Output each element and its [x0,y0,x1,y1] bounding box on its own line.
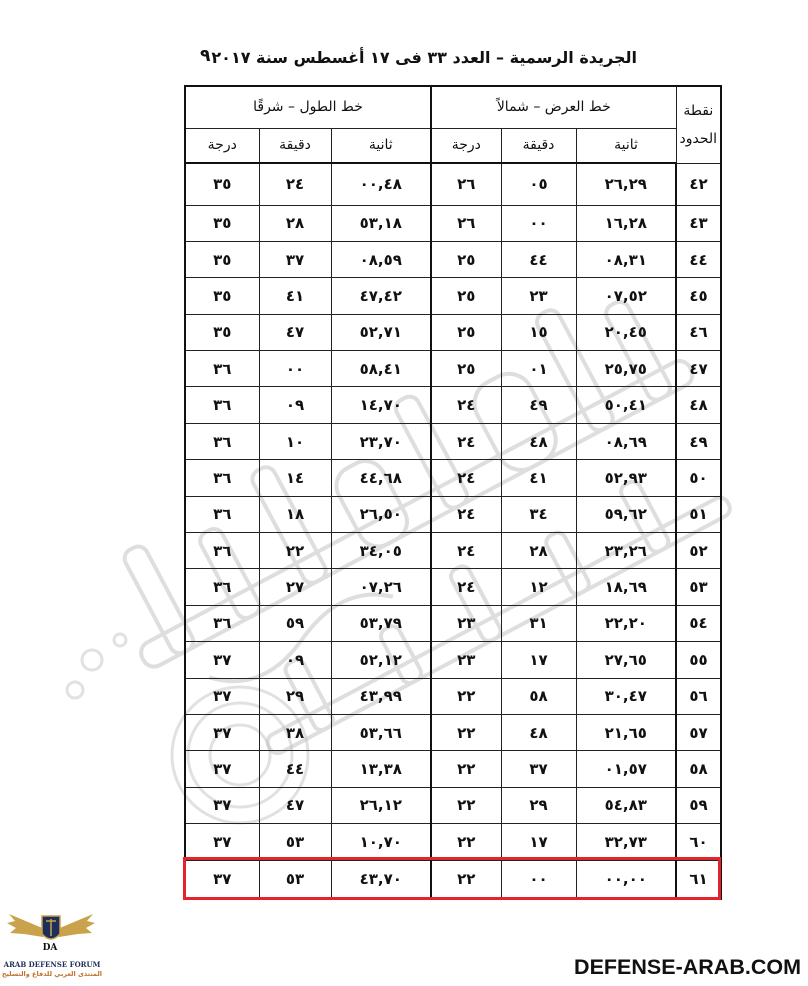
point-number-cell: ٥٢ [676,533,721,569]
longitude-seconds-cell: ٢٣,٧٠ [331,423,431,459]
table-row [185,569,721,605]
longitude-seconds-cell: ٠٠,٤٨ [331,163,431,205]
point-number-cell: ٦٠ [676,824,721,860]
table-row [185,787,721,823]
longitude-degrees-header: درجة [185,128,259,163]
table-body [185,163,721,899]
latitude-degrees-cell: ٢٣ [431,605,501,641]
latitude-minutes-cell: ٥٨ [501,678,576,714]
longitude-header: خط الطول – شرقًا [185,86,431,128]
longitude-minutes-cell: ٣٨ [259,714,331,750]
latitude-degrees-cell: ٢٤ [431,496,501,532]
page-number: ٩ [200,46,211,66]
logo-name: ARAB DEFENSE FORUM [3,960,101,969]
longitude-seconds-cell: ٤٣,٩٩ [331,678,431,714]
longitude-degrees-cell: ٣٧ [185,642,259,678]
longitude-degrees-cell: ٣٥ [185,241,259,277]
latitude-degrees-cell: ٢٤ [431,460,501,496]
latitude-seconds-cell: ٢٢,٢٠ [576,605,676,641]
point-number-cell: ٥٤ [676,605,721,641]
longitude-seconds-cell: ٤٣,٧٠ [331,860,431,899]
latitude-degrees-cell: ٢٤ [431,423,501,459]
group-header-row [185,86,721,128]
latitude-degrees-cell: ٢٤ [431,569,501,605]
longitude-degrees-cell: ٣٧ [185,787,259,823]
point-number-cell: ٥٥ [676,642,721,678]
latitude-minutes-cell: ٤٨ [501,714,576,750]
longitude-degrees-cell: ٣٦ [185,569,259,605]
longitude-degrees-cell: ٣٦ [185,533,259,569]
latitude-degrees-cell: ٢٦ [431,163,501,205]
longitude-degrees-cell: ٣٧ [185,678,259,714]
longitude-degrees-cell: ٣٥ [185,278,259,314]
longitude-degrees-cell: ٣٦ [185,351,259,387]
latitude-minutes-cell: ٠١ [501,351,576,387]
longitude-seconds-cell: ٢٦,٥٠ [331,496,431,532]
latitude-minutes-cell: ٠٥ [501,163,576,205]
latitude-minutes-cell: ٤١ [501,460,576,496]
table-row [185,387,721,423]
latitude-seconds-cell: ٠٨,٦٩ [576,423,676,459]
latitude-minutes-cell: ٣٤ [501,496,576,532]
table-row [185,241,721,277]
latitude-degrees-cell: ٢٢ [431,751,501,787]
point-number-cell: ٥٣ [676,569,721,605]
logo-right-wing [55,914,95,937]
longitude-minutes-header: دقيقة [259,128,331,163]
latitude-seconds-cell: ١٨,٦٩ [576,569,676,605]
table-row [185,824,721,860]
latitude-degrees-header: درجة [431,128,501,163]
longitude-minutes-cell: ٥٩ [259,605,331,641]
latitude-seconds-cell: ٢٧,٦٥ [576,642,676,678]
point-number-cell: ٤٩ [676,423,721,459]
longitude-seconds-cell: ٠٨,٥٩ [331,241,431,277]
longitude-degrees-cell: ٣٥ [185,205,259,241]
point-number-cell: ٦١ [676,860,721,899]
longitude-minutes-cell: ١٠ [259,423,331,459]
latitude-header: خط العرض – شمالاً [431,86,676,128]
table-row [185,496,721,532]
latitude-seconds-cell: ١٦,٢٨ [576,205,676,241]
latitude-seconds-header: ثانية [576,128,676,163]
latitude-seconds-cell: ٠٠,٠٠ [576,860,676,899]
table-row [185,163,721,205]
longitude-seconds-cell: ٥٣,٦٦ [331,714,431,750]
latitude-degrees-cell: ٢٣ [431,642,501,678]
longitude-degrees-cell: ٣٦ [185,387,259,423]
latitude-degrees-cell: ٢٢ [431,787,501,823]
table-row [185,460,721,496]
latitude-seconds-cell: ٥٤,٨٣ [576,787,676,823]
longitude-minutes-cell: ٢٨ [259,205,331,241]
longitude-seconds-header: ثانية [331,128,431,163]
latitude-degrees-cell: ٢٤ [431,387,501,423]
longitude-minutes-cell: ٠٠ [259,351,331,387]
latitude-minutes-cell: ١٢ [501,569,576,605]
table-row [185,714,721,750]
longitude-minutes-cell: ٢٧ [259,569,331,605]
table-row [185,678,721,714]
latitude-degrees-cell: ٢٥ [431,314,501,350]
latitude-seconds-cell: ٠٧,٥٢ [576,278,676,314]
table-row [185,605,721,641]
longitude-seconds-cell: ٥٢,٧١ [331,314,431,350]
longitude-degrees-cell: ٣٦ [185,605,259,641]
latitude-minutes-cell: ٤٩ [501,387,576,423]
latitude-seconds-cell: ٥٢,٩٣ [576,460,676,496]
longitude-minutes-cell: ٢٢ [259,533,331,569]
point-number-cell: ٤٨ [676,387,721,423]
longitude-seconds-cell: ١٤,٧٠ [331,387,431,423]
point-header-line-1: نقطة [683,102,714,119]
point-header [676,86,721,163]
latitude-seconds-cell: ٣٢,٧٣ [576,824,676,860]
point-number-cell: ٥٨ [676,751,721,787]
longitude-minutes-cell: ٥٣ [259,860,331,899]
longitude-minutes-cell: ٠٩ [259,387,331,423]
latitude-minutes-cell: ١٧ [501,642,576,678]
latitude-seconds-cell: ٢٥,٧٥ [576,351,676,387]
forum-logo-icon [6,910,96,946]
longitude-minutes-cell: ١٤ [259,460,331,496]
longitude-minutes-cell: ٤١ [259,278,331,314]
longitude-seconds-cell: ٥٨,٤١ [331,351,431,387]
latitude-seconds-cell: ٢٦,٢٩ [576,163,676,205]
point-number-cell: ٥٧ [676,714,721,750]
unit-header-row [185,128,721,163]
highlight-box [183,857,721,900]
longitude-minutes-cell: ٠٩ [259,642,331,678]
longitude-seconds-cell: ١٠,٧٠ [331,824,431,860]
point-number-cell: ٥٠ [676,460,721,496]
table-row [185,205,721,241]
logo-tagline: المنتدى العربي للدفاع والتسليح [1,970,102,978]
logo-initials: DA [42,943,58,953]
point-number-cell: ٥٦ [676,678,721,714]
longitude-degrees-cell: ٣٥ [185,163,259,205]
point-number-cell: ٤٢ [676,163,721,205]
longitude-seconds-cell: ٥٣,١٨ [331,205,431,241]
latitude-degrees-cell: ٢٢ [431,824,501,860]
site-watermark-text: DEFENSE-ARAB.COM [574,955,801,979]
latitude-minutes-cell: ٠٠ [501,205,576,241]
table-row [185,751,721,787]
latitude-seconds-cell: ٢٠,٤٥ [576,314,676,350]
table-row [185,533,721,569]
latitude-minutes-cell: ١٧ [501,824,576,860]
longitude-degrees-cell: ٣٧ [185,751,259,787]
longitude-minutes-cell: ٣٧ [259,241,331,277]
latitude-degrees-cell: ٢٢ [431,714,501,750]
longitude-minutes-cell: ٥٣ [259,824,331,860]
longitude-seconds-cell: ٢٦,١٢ [331,787,431,823]
latitude-degrees-cell: ٢٢ [431,860,501,899]
latitude-minutes-cell: ٢٩ [501,787,576,823]
longitude-seconds-cell: ٤٧,٤٢ [331,278,431,314]
latitude-seconds-cell: ٢١,٦٥ [576,714,676,750]
longitude-degrees-cell: ٣٥ [185,314,259,350]
latitude-minutes-cell: ٣٧ [501,751,576,787]
longitude-seconds-cell: ٠٧,٢٦ [331,569,431,605]
longitude-minutes-cell: ٢٩ [259,678,331,714]
latitude-minutes-cell: ٤٨ [501,423,576,459]
longitude-degrees-cell: ٣٧ [185,860,259,899]
boundary-coordinates-table [184,85,722,900]
longitude-seconds-cell: ١٣,٣٨ [331,751,431,787]
point-number-cell: ٤٦ [676,314,721,350]
longitude-minutes-cell: ٢٤ [259,163,331,205]
point-header-line-2: الحدود [679,130,718,147]
latitude-degrees-cell: ٢٥ [431,351,501,387]
latitude-seconds-cell: ٣٠,٤٧ [576,678,676,714]
logo-left-wing [7,914,47,937]
latitude-degrees-cell: ٢٦ [431,205,501,241]
longitude-seconds-cell: ٥٢,١٢ [331,642,431,678]
latitude-minutes-cell: ٢٨ [501,533,576,569]
latitude-seconds-cell: ٠١,٥٧ [576,751,676,787]
longitude-seconds-cell: ٥٣,٧٩ [331,605,431,641]
point-number-cell: ٥٩ [676,787,721,823]
table-row [185,351,721,387]
latitude-minutes-cell: ١٥ [501,314,576,350]
latitude-degrees-cell: ٢٤ [431,533,501,569]
longitude-minutes-cell: ٤٧ [259,314,331,350]
longitude-degrees-cell: ٣٦ [185,496,259,532]
table-row [185,278,721,314]
longitude-seconds-cell: ٤٤,٦٨ [331,460,431,496]
table-row [185,642,721,678]
point-number-cell: ٤٤ [676,241,721,277]
latitude-seconds-cell: ٢٣,٢٦ [576,533,676,569]
table-row [185,423,721,459]
longitude-minutes-cell: ١٨ [259,496,331,532]
latitude-minutes-cell: ٢٣ [501,278,576,314]
point-number-cell: ٤٧ [676,351,721,387]
running-head-title: الجريدة الرسمية – العدد ٣٣ فى ١٧ أغسطس سنة ٢٠١٧ [211,48,637,67]
longitude-minutes-cell: ٤٧ [259,787,331,823]
point-number-cell: ٤٣ [676,205,721,241]
latitude-degrees-cell: ٢٢ [431,678,501,714]
latitude-minutes-cell: ٣١ [501,605,576,641]
point-number-cell: ٥١ [676,496,721,532]
longitude-degrees-cell: ٣٧ [185,824,259,860]
longitude-degrees-cell: ٣٦ [185,460,259,496]
longitude-degrees-cell: ٣٧ [185,714,259,750]
latitude-minutes-header: دقيقة [501,128,576,163]
longitude-seconds-cell: ٣٤,٠٥ [331,533,431,569]
longitude-degrees-cell: ٣٦ [185,423,259,459]
latitude-degrees-cell: ٢٥ [431,278,501,314]
longitude-minutes-cell: ٤٤ [259,751,331,787]
latitude-seconds-cell: ٥٠,٤١ [576,387,676,423]
point-number-cell: ٤٥ [676,278,721,314]
latitude-seconds-cell: ٥٩,٦٢ [576,496,676,532]
table-row [185,314,721,350]
latitude-minutes-cell: ٠٠ [501,860,576,899]
latitude-minutes-cell: ٤٤ [501,241,576,277]
latitude-degrees-cell: ٢٥ [431,241,501,277]
latitude-seconds-cell: ٠٨,٣١ [576,241,676,277]
